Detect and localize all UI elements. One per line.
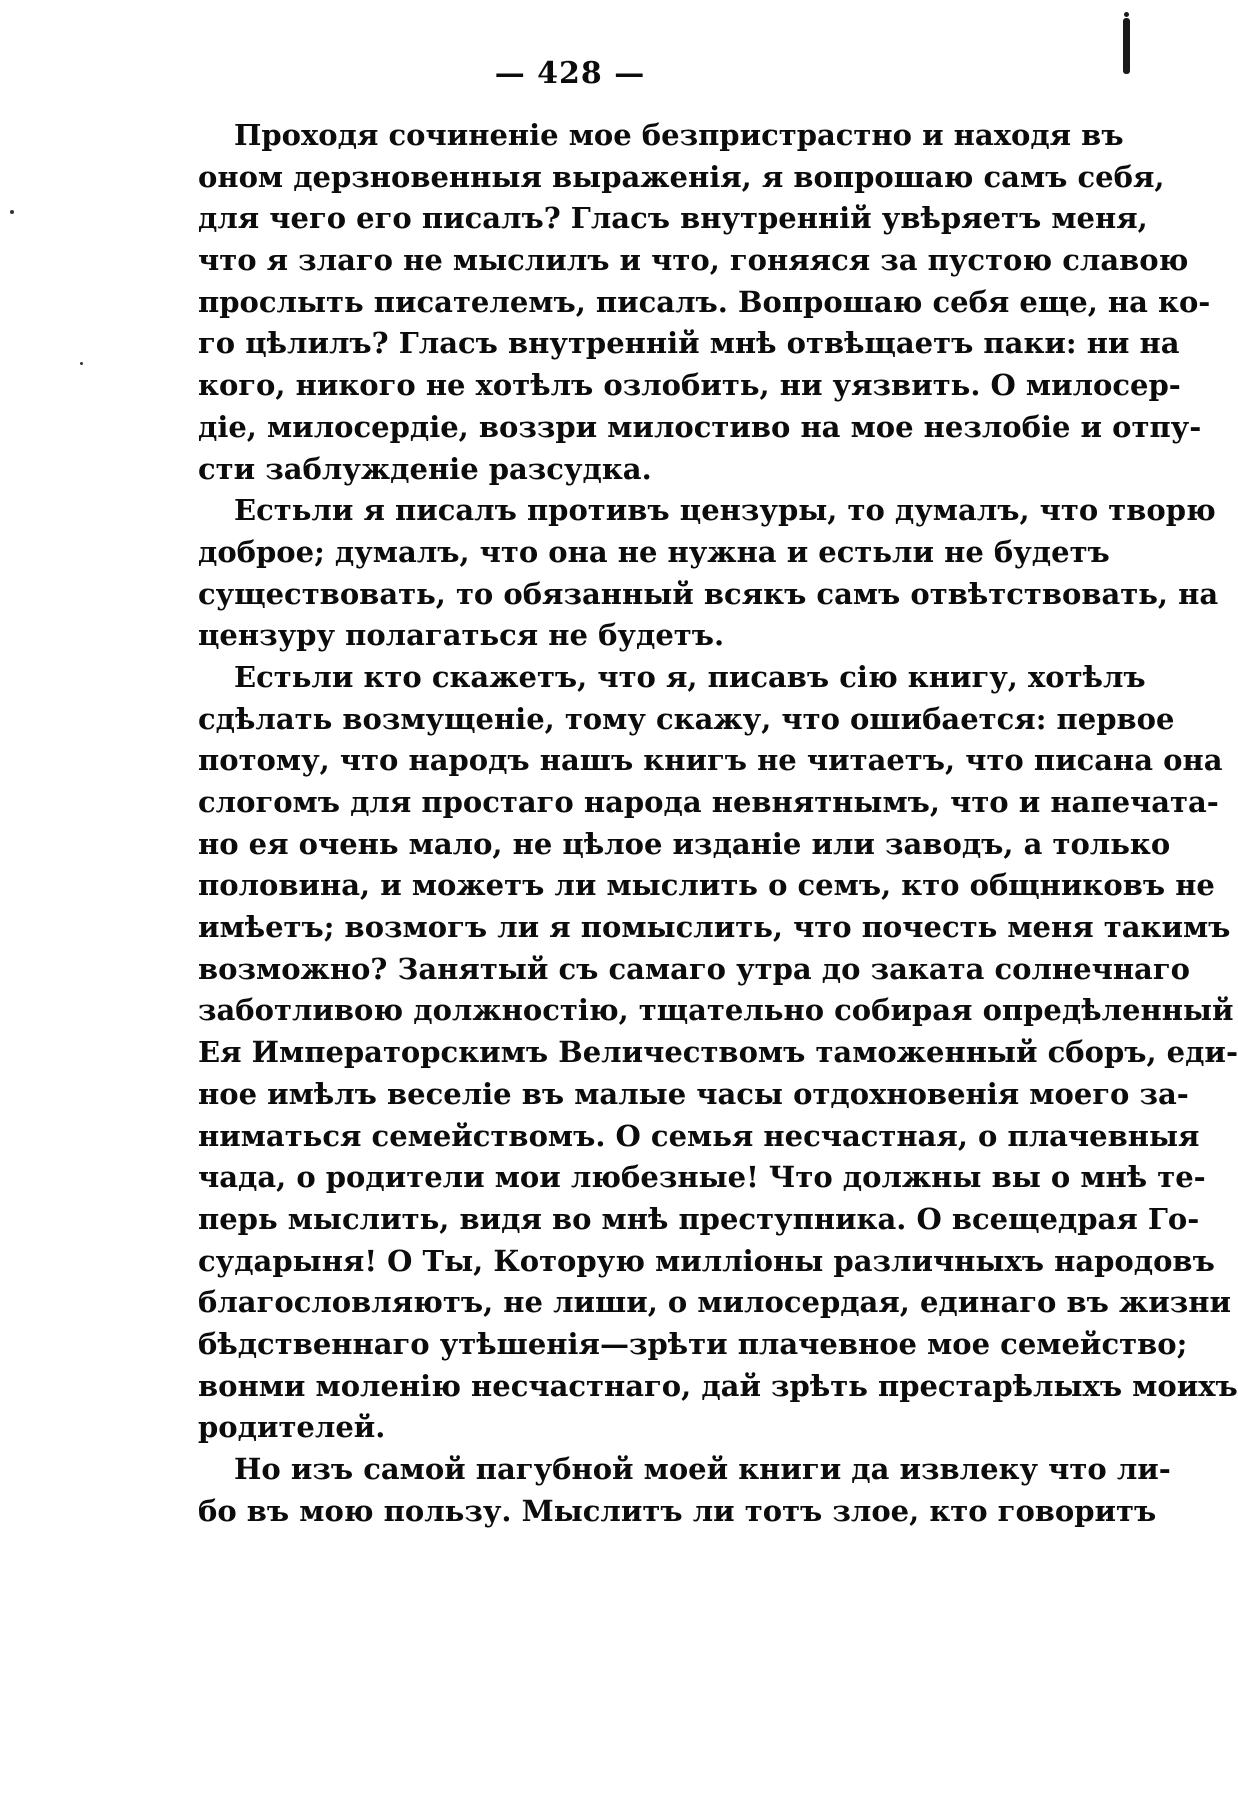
text-line: возможно? Занятый съ самаго утра до заката солнечнаго xyxy=(198,951,1190,986)
body-text xyxy=(198,115,1238,1532)
text-line: доброе; думалъ, что она не нужна и естьли не будетъ xyxy=(198,534,1110,569)
text-line: половина, и можетъ ли мыслить о семъ, кто общниковъ не xyxy=(198,868,1215,903)
text-line: Но изъ самой пагубной моей книги да извлеку что ли- xyxy=(234,1452,1171,1486)
text-line: родителей. xyxy=(198,1410,386,1445)
margin-speck xyxy=(80,362,83,365)
margin-speck xyxy=(10,210,14,214)
text-line: что я злаго не мыслилъ и что, гоняяся за пустою славою xyxy=(198,243,1189,278)
text-line: Естьли кто скажетъ, что я, писавъ сію книгу, хотѣлъ xyxy=(234,659,1146,694)
text-line: чада, о родители мои любезные! Что должны вы о мнѣ те- xyxy=(198,1160,1206,1195)
page-number: — 428 — xyxy=(494,56,646,91)
paragraph xyxy=(198,1449,1171,1532)
text-line: цензуру полагаться не будетъ. xyxy=(198,618,725,653)
paragraph xyxy=(198,657,1238,1449)
text-line: Естьли я писалъ противъ цензуры, то думалъ, что творю xyxy=(234,493,1216,528)
text-line: слогомъ для простаго народа невнятнымъ, что и напечата- xyxy=(198,785,1219,819)
text-line: существовать, то обязанный всякъ самъ отвѣтствовать, на xyxy=(198,576,1219,611)
text-line: сти заблужденіе разсудка. xyxy=(198,451,652,486)
text-line: го цѣлилъ? Гласъ внутренній мнѣ отвѣщаетъ паки: ни на xyxy=(198,326,1180,361)
text-line: вонми моленію несчастнаго, дай зрѣть престарѣлыхъ моихъ xyxy=(198,1368,1238,1403)
text-line: для чего его писалъ? Гласъ внутренній увѣряетъ меня, xyxy=(198,201,1148,236)
text-line: сударыня! О Ты, Которую милліоны различныхъ народовъ xyxy=(198,1243,1215,1278)
paragraph xyxy=(198,490,1219,657)
text-line: заботливою должностію, тщательно собирая опредѣленный xyxy=(198,993,1234,1028)
text-line: но ея очень мало, не цѣлое изданіе или заводъ, а только xyxy=(198,826,1171,861)
text-line: ниматься семействомъ. О семья несчастная, о плачевныя xyxy=(198,1118,1200,1153)
edge-dot-mark xyxy=(1124,12,1129,17)
text-line: потому, что народъ нашъ книгъ не читаетъ, что писана она xyxy=(198,743,1223,778)
text-line: имѣетъ; возмогъ ли я помыслить, что почесть меня такимъ xyxy=(198,910,1231,945)
text-line: Ея Императорскимъ Величествомъ таможенный сборъ, еди- xyxy=(198,1035,1238,1070)
text-line: оном дерзновенныя выраженія, я вопрошаю самъ себя, xyxy=(198,159,1165,194)
paragraph xyxy=(198,115,1211,490)
text-line: перь мыслить, видя во мнѣ преступника. О всещедрая Го- xyxy=(198,1201,1200,1236)
text-line: бѣдственнаго утѣшенія—зрѣти плачевное мое семейство; xyxy=(198,1326,1188,1361)
text-line: кого, никого не хотѣлъ озлобить, ни уязвить. О милосер- xyxy=(198,368,1181,403)
text-line: діе, милосердіе, воззри милостиво на мое незлобіе и отпу- xyxy=(198,409,1202,444)
text-line: бо въ мою пользу. Мыслитъ ли тотъ злое, кто говоритъ xyxy=(198,1493,1157,1528)
text-line: сдѣлать возмущеніе, тому скажу, что ошибается: первое xyxy=(198,701,1175,736)
text-line: прослыть писателемъ, писалъ. Вопрошаю себя еще, на ко- xyxy=(198,284,1211,319)
text-line: благословляютъ, не лиши, о милосердая, единаго въ жизни xyxy=(198,1285,1231,1320)
text-line: ное имѣлъ веселіе въ малые часы отдохновенія моего за- xyxy=(198,1076,1189,1111)
text-line: Проходя сочиненіе мое безпристрастно и находя въ xyxy=(234,118,1124,152)
